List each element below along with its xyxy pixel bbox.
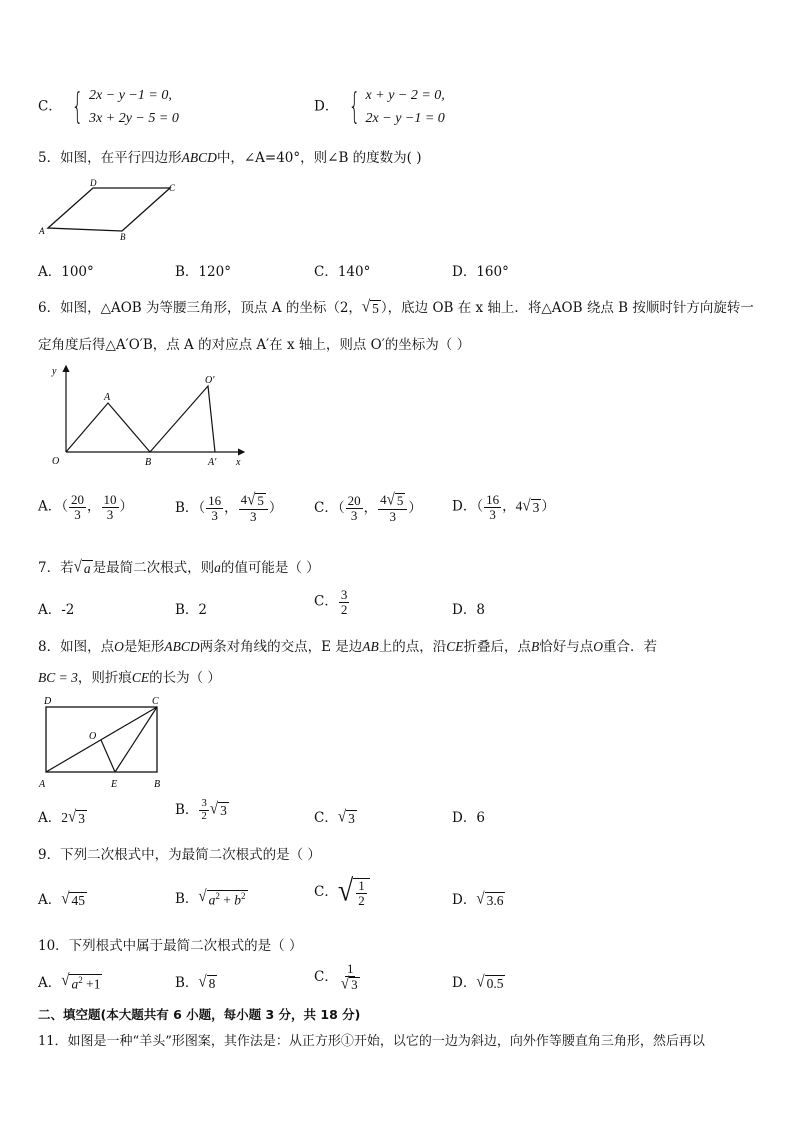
label-o: O bbox=[52, 456, 60, 467]
q5-option-d[interactable]: D．160° bbox=[452, 264, 509, 280]
q6-stem-line2: 定角度后得△A′O′B，点 A 的对应点 A′在 x 轴上，则点 O′的坐标为（ ） bbox=[38, 337, 471, 353]
label-a: A bbox=[104, 392, 111, 403]
equation-system: { x + y − 2 = 0, 2x − y −1 = 0 bbox=[343, 84, 445, 130]
q4-option-d[interactable] bbox=[314, 84, 445, 130]
label-e: E bbox=[111, 779, 118, 790]
q5-option-c[interactable]: C．140° bbox=[314, 264, 371, 280]
label-x: x bbox=[236, 457, 241, 468]
diagonal bbox=[46, 707, 157, 772]
q9-option-d[interactable]: D． √ 3.6 bbox=[452, 890, 504, 909]
q8-option-c[interactable]: C． √ 3 bbox=[314, 808, 355, 827]
label-o-prime: O′ bbox=[205, 375, 215, 386]
q8-rectangle-figure bbox=[36, 692, 171, 792]
q10-stem: 10．下列根式中属于最简二次根式的是（ ） bbox=[38, 938, 303, 954]
q9-stem: 9．下列二次根式中，为最简二次根式的是（ ） bbox=[38, 847, 321, 863]
q8-stem-line2: BC = 3，则折痕CE的长为（ ） bbox=[38, 670, 221, 686]
label-d: D bbox=[90, 178, 97, 188]
fold-line bbox=[115, 707, 157, 772]
option-label: C． bbox=[38, 98, 62, 115]
q10-option-d[interactable]: D． √ 0.5 bbox=[452, 973, 504, 992]
q7-option-c[interactable]: C． $\frac{3}{2}$ bbox=[314, 587, 348, 617]
q8-option-b[interactable]: B． $\frac{3}{2}$ √ 3 bbox=[175, 797, 227, 822]
q5-option-a[interactable]: A．100° bbox=[38, 264, 94, 280]
triangles bbox=[66, 386, 215, 452]
label-a: A bbox=[39, 226, 45, 236]
q7-stem: 7．若 √ a 是最简二次根式，则a的值可能是（ ） bbox=[38, 558, 320, 577]
label-b: B bbox=[120, 232, 126, 242]
label-y: y bbox=[52, 366, 57, 377]
q6-coordinate-figure bbox=[48, 362, 253, 472]
q8-stem-line1: 8．如图，点O是矩形ABCD两条对角线的交点，E 是边AB上的点，沿CE折叠后，点B恰好与点O重合．若 bbox=[38, 639, 658, 655]
q10-option-c[interactable]: C． 1 √ 3 bbox=[314, 961, 358, 993]
equation-system: { 2x − y −1 = 0, 3x + 2y − 5 = 0 bbox=[66, 84, 179, 130]
q5-stem: 5．如图，在平行四边形ABCD中，∠A=40°，则∠B 的度数为( ) bbox=[38, 150, 422, 166]
q9-option-b[interactable]: B． √ $a^2 + b^2$ bbox=[175, 888, 246, 908]
label-a: A bbox=[39, 779, 46, 790]
q10-option-a[interactable]: A． √ $a^2 +1$ bbox=[38, 972, 101, 992]
q6-stem-line1: 6．如图，△AOB 为等腰三角形，顶点 A 的坐标（2， √ 5 ），底边 OB 在 x 轴上．将△AOB 绕点 B 按顺时针方向旋转一 bbox=[38, 298, 754, 317]
equation: 2x − y −1 = 0 bbox=[365, 111, 445, 127]
q9-option-a[interactable]: A． √ 45 bbox=[38, 890, 85, 909]
q7-option-a[interactable]: A．-2 bbox=[38, 602, 75, 618]
segment-oe bbox=[101, 740, 115, 772]
q10-option-b[interactable]: B． √ 8 bbox=[175, 973, 216, 992]
equation: 3x + 2y − 5 = 0 bbox=[89, 111, 179, 127]
q5-option-b[interactable]: B．120° bbox=[175, 264, 231, 280]
q4-option-c[interactable] bbox=[38, 84, 179, 130]
q6-option-c[interactable]: C．（ $\frac{20}{3}$ ， 4 √ 5 3 ） bbox=[314, 491, 422, 524]
q7-option-b[interactable]: B．2 bbox=[175, 602, 208, 618]
q8-option-d[interactable]: D．6 bbox=[452, 810, 485, 826]
label-o: O bbox=[89, 731, 97, 742]
label-d: D bbox=[44, 696, 52, 707]
q6-option-d[interactable]: D．（ $\frac{16}{3}$ ，4 √ 3 ） bbox=[452, 492, 555, 522]
parallelogram bbox=[48, 188, 170, 231]
option-label: D． bbox=[314, 98, 339, 115]
q6-option-a[interactable]: A．（ $\frac{20}{3}$ ， $\frac{10}{3}$ ） bbox=[38, 492, 133, 522]
label-a-prime: A′ bbox=[208, 457, 217, 468]
label-c: C bbox=[152, 696, 159, 707]
label-b: B bbox=[145, 457, 152, 468]
equation: x + y − 2 = 0, bbox=[365, 88, 445, 103]
q9-option-c[interactable]: C． √ $\frac{1}{2}$ bbox=[314, 878, 370, 907]
q6-option-b[interactable]: B．（ $\frac{16}{3}$ ， 4 √ 5 3 ） bbox=[175, 491, 283, 524]
section-heading: 二、填空题(本大题共有 6 小题，每小题 3 分，共 18 分) bbox=[38, 1007, 361, 1022]
q7-option-d[interactable]: D．8 bbox=[452, 602, 485, 618]
q8-option-a[interactable]: A．2 √ 3 bbox=[38, 808, 85, 827]
label-c: C bbox=[169, 183, 176, 193]
q5-parallelogram-figure bbox=[36, 176, 186, 246]
q11-stem: 11．如图是一种“羊头”形图案，其作法是：从正方形①开始，以它的一边为斜边，向外作等腰直角三角形，然后再以 bbox=[38, 1034, 705, 1049]
label-b: B bbox=[154, 779, 161, 790]
equation: 2x − y −1 = 0, bbox=[89, 88, 172, 103]
